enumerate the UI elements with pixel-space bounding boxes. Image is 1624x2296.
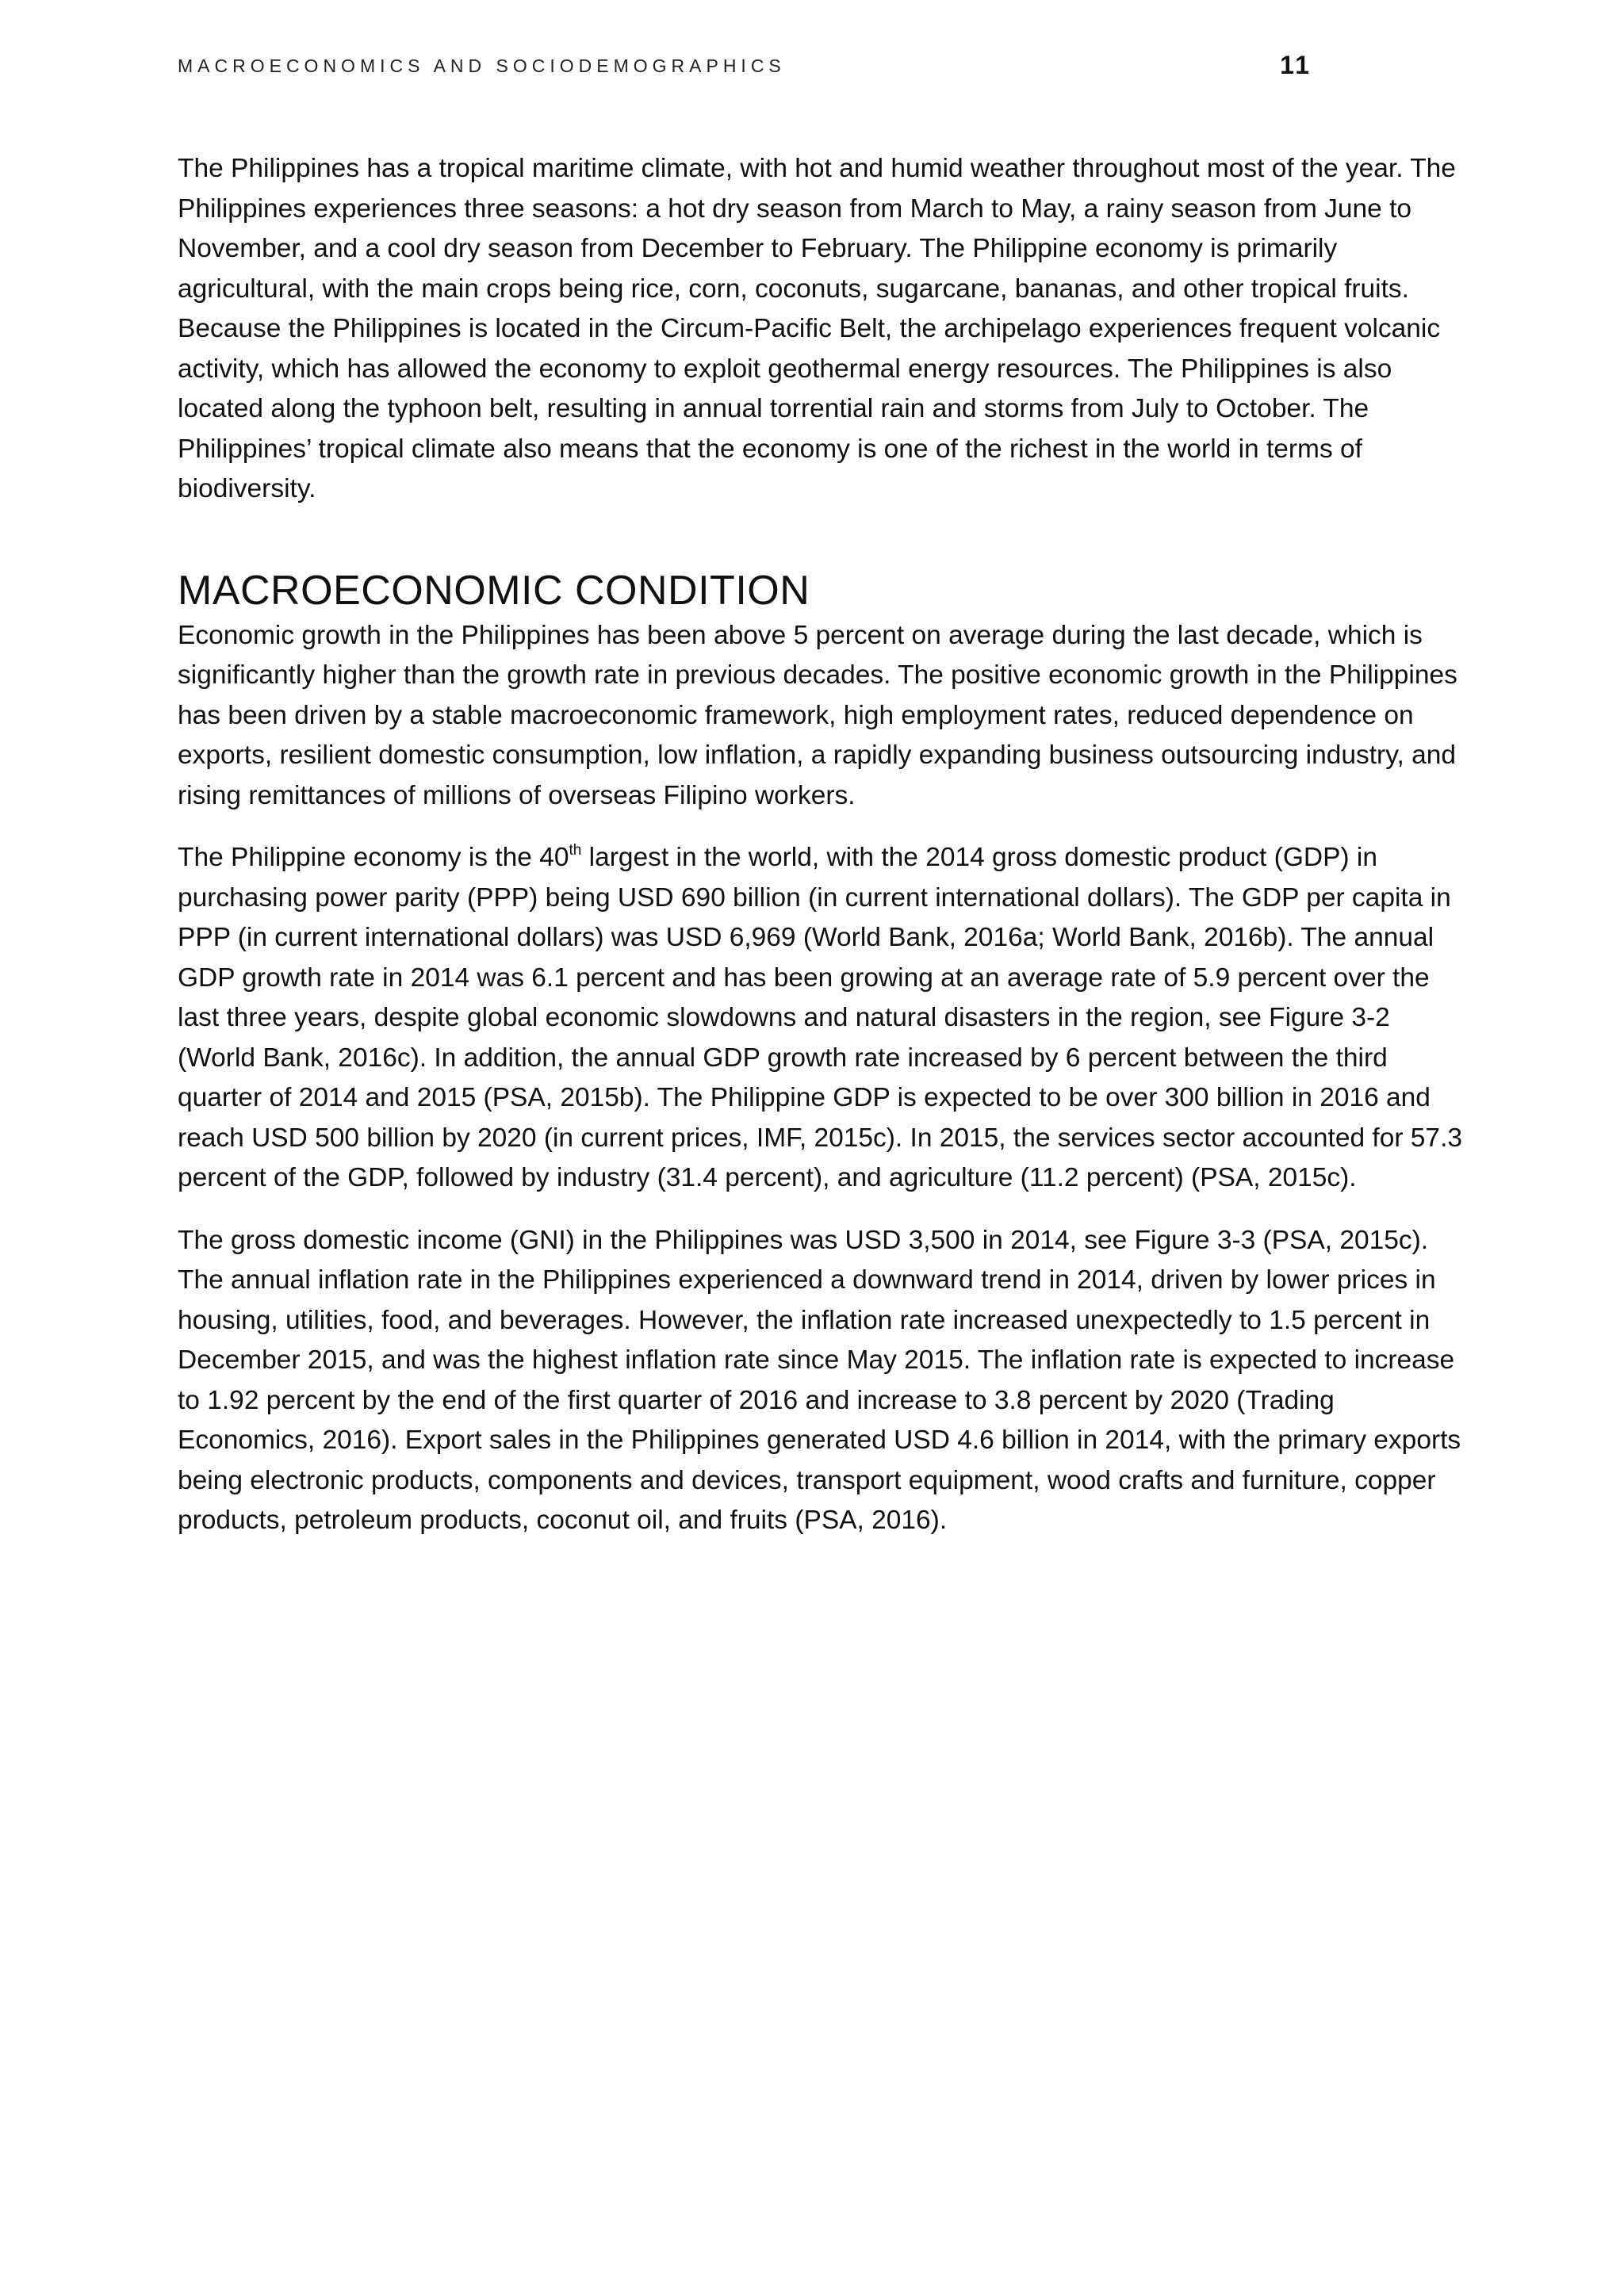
paragraph-2-rest: largest in the world, with the 2014 gross domestic product (GDP) in purchasing power parity (PPP) being USD 690 billion (in current international dollars). The GDP per capita in PPP (in current international dollars) was USD 6,969 (World Bank, 2016a; World Bank, 2016b). The annual GDP growth rate in 2014 was 6.1 percent and has been growing at an average rate of 5.9 percent over the last three years, despite global economic slowdowns and natural disasters in the region, see Figure 3-2 (World Bank, 2016c). In addition, the annual GDP growth rate increased by 6 percent between the third quarter of 2014 and 2015 (PSA, 2015b). The Philippine GDP is expected to be over 300 billion in 2016 and reach USD 500 billion by 2020 (in current prices, IMF, 2015c). In 2015, the services sector accounted for 57.3 percent of the GDP, followed by industry (31.4 percent), and agriculture (11.2 percent) (PSA, 2015c).: [178, 843, 1463, 1192]
running-header: [178, 51, 1312, 79]
body-paragraph-3: The gross domestic income (GNI) in the Philippines was USD 3,500 in 2014, see Figure 3-3 (PSA, 2015c). The annual inflation rate in the Philippines experienced a downward trend in 2014, driven by lower prices in housing, utilities, food, and beverages. However, the inflation rate increased unexpectedly to 1.5 percent in December 2015, and was the highest inflation rate since May 2015. The inflation rate is expected to increase to 1.92 percent by the end of the first quarter of 2016 and increase to 3.8 percent by 2020 (Trading Economics, 2016). Export sales in the Philippines generated USD 4.6 billion in 2014, with the primary exports being electronic products, components and devices, transport equipment, wood crafts and furniture, copper products, petroleum products, coconut oil, and fruits (PSA, 2016).: [178, 1225, 1461, 1535]
body-paragraph-2: [178, 838, 1462, 1199]
ordinal-superscript: th: [569, 841, 582, 859]
paragraph-2-lead: The Philippine economy is the 40: [178, 843, 569, 872]
section-heading: MACROECONOMIC CONDITION: [178, 567, 810, 614]
page-number: 11: [1280, 51, 1312, 79]
intro-paragraph: The Philippines has a tropical maritime climate, with hot and humid weather throughout most of the year. The Philippines experiences three seasons: a hot dry season from March to May, a rainy season from June to November, and a cool dry season from December to February. The Philippine economy is primarily agricultural, with the main crops being rice, corn, coconuts, sugarcane, bananas, and other tropical fruits. Because the Philippines is located in the Circum-Pacific Belt, the archipelago experiences frequent volcanic activity, which has allowed the economy to exploit geothermal energy resources. The Philippines is also located along the typhoon belt, resulting in annual torrential rain and storms from July to October. The Philippines’ tropical climate also means that the economy is one of the richest in the world in terms of biodiversity.: [178, 154, 1456, 503]
running-title: MACROECONOMICS AND SOCIODEMOGRAPHICS: [178, 55, 786, 76]
page-body: [178, 149, 1462, 1541]
body-paragraph-1: Economic growth in the Philippines has been above 5 percent on average during the last decade, which is significantly higher than the growth rate in previous decades. The positive economic growth in the Philippines has been driven by a stable macroeconomic framework, high employment rates, reduced dependence on exports, resilient domestic consumption, low inflation, a rapidly expanding business outsourcing industry, and rising remittances of millions of overseas Filipino workers.: [178, 620, 1457, 810]
